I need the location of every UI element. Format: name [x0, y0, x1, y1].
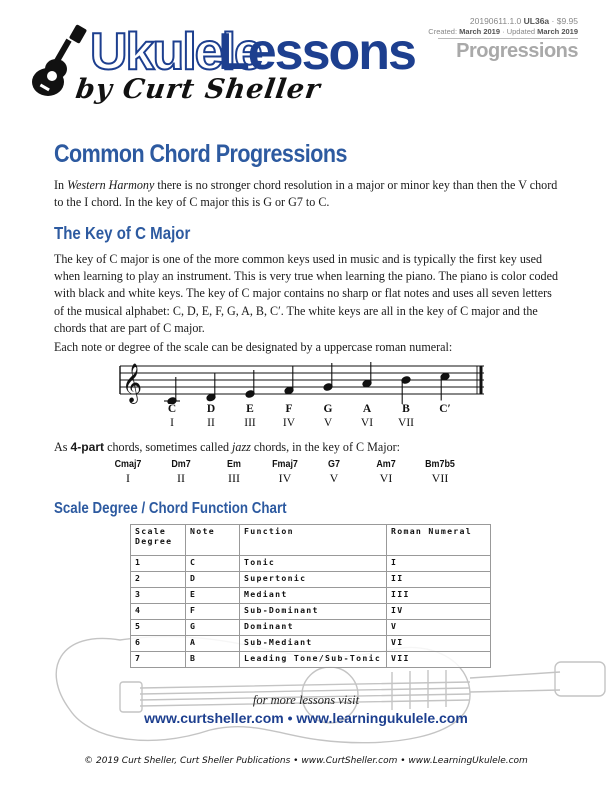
note-letter: G: [323, 403, 333, 415]
table-cell: D: [186, 572, 240, 588]
curtsheller-link[interactable]: www.curtsheller.com: [144, 710, 284, 726]
table-cell: 7: [131, 652, 186, 668]
table-cell: III: [387, 588, 491, 604]
table-row: [131, 572, 491, 588]
link-separator: •: [287, 710, 293, 726]
chord-numeral: VI: [379, 471, 393, 485]
table-cell: VI: [387, 636, 491, 652]
staff-note-label: [347, 402, 387, 430]
chord-numeral: IV: [278, 471, 292, 485]
chord-numeral: II: [177, 471, 185, 485]
table-cell: E: [186, 588, 240, 604]
chord-name: Bm7b5: [425, 458, 455, 470]
section-tag: Progressions: [456, 40, 578, 62]
table-cell: Sub-Dominant: [240, 604, 387, 620]
chord-name: G7: [328, 458, 340, 470]
note-letter: C: [167, 403, 177, 415]
learningukulele-link[interactable]: www.learningukulele.com: [296, 710, 468, 726]
page-title: Common Chord Progressions: [54, 140, 347, 168]
staff-note-label: [269, 402, 309, 430]
column-header: Note: [186, 525, 240, 556]
staff-note-label: [152, 402, 192, 430]
table-cell: 5: [131, 620, 186, 636]
chart-heading: Scale Degree / Chord Function Chart: [54, 500, 287, 517]
column-header: Function: [240, 525, 387, 556]
table-cell: 2: [131, 572, 186, 588]
document-code: 20190611.1.0 UL36a · $9.95: [469, 16, 578, 26]
table-row: [131, 604, 491, 620]
table-row: [131, 652, 491, 668]
function-chart-table: [130, 524, 491, 668]
chord-item: [410, 457, 470, 485]
column-header: Roman Numeral: [387, 525, 491, 556]
chord-name: Em: [227, 458, 241, 470]
table-cell: F: [186, 604, 240, 620]
logo-lessons-word: Lessons: [218, 23, 415, 81]
staff-note-label: [425, 402, 465, 416]
table-cell: B: [186, 652, 240, 668]
table-cell: C: [186, 556, 240, 572]
note-numeral: V: [323, 417, 333, 429]
table-row: [131, 556, 491, 572]
table-cell: A: [186, 636, 240, 652]
note-letter: F: [285, 403, 293, 415]
table-cell: VII: [387, 652, 491, 668]
music-staff: [116, 362, 486, 404]
visit-text: for more lessons visit: [252, 693, 360, 707]
key-paragraph: The key of C major is one of the more common keys used in music and is typically the first key used when learning to play an instrument. This is very true when learning the piano. The piano is color coded with black and white keys. The key of C major contains no sharp or flat notes and uses all seven letters of the musical alphabet: C, D, E, F, G, A, B, C′. The white keys are all in the key of C major and the chords that are part of C major.: [54, 252, 559, 335]
chord-item: [151, 457, 211, 485]
chord-numeral: III: [228, 471, 240, 485]
table-cell: Tonic: [240, 556, 387, 572]
key-heading: The Key of C Major: [54, 223, 191, 243]
note-letter: B: [402, 403, 410, 415]
table-row: [131, 588, 491, 604]
staff-note-label: [230, 402, 270, 430]
note-letter: A: [362, 403, 372, 415]
table-row: [131, 636, 491, 652]
table-cell: Dominant: [240, 620, 387, 636]
note-letter: E: [246, 403, 254, 415]
note-letter: D: [206, 403, 216, 415]
table-cell: 4: [131, 604, 186, 620]
footer-links: [0, 710, 612, 726]
chord-item: [356, 457, 416, 485]
table-cell: Leading Tone/Sub-Tonic: [240, 652, 387, 668]
note-numeral: IV: [282, 417, 296, 429]
table-header-row: [131, 525, 491, 556]
note-numeral: I: [170, 417, 174, 429]
table-cell: IV: [387, 604, 491, 620]
four-part-sentence: As 4-part chords, sometimes called jazz chords, in the key of C Major:: [54, 440, 401, 454]
chord-row: [0, 457, 612, 487]
copyright-line: © 2019 Curt Sheller, Curt Sheller Publications • www.CurtSheller.com • www.LearningUkulele.com: [84, 756, 528, 766]
table-cell: 6: [131, 636, 186, 652]
table-cell: 3: [131, 588, 186, 604]
table-cell: Supertonic: [240, 572, 387, 588]
table-cell: II: [387, 572, 491, 588]
note-numeral: II: [207, 417, 215, 429]
chord-numeral: VII: [431, 471, 449, 485]
table-cell: G: [186, 620, 240, 636]
chord-item: [304, 457, 364, 485]
chord-name: Fmaj7: [272, 458, 298, 470]
note-numeral: VI: [360, 417, 374, 429]
chord-numeral: I: [126, 471, 130, 485]
header-rule: [438, 38, 578, 39]
degree-sentence: Each note or degree of the scale can be designated by a uppercase roman numeral:: [54, 340, 453, 354]
table-row: [131, 620, 491, 636]
column-header: Scale Degree: [131, 525, 186, 556]
chord-name: Cmaj7: [114, 458, 142, 470]
chord-name: Am7: [376, 458, 396, 470]
document-dates: Created: March 2019 · Updated March 2019: [428, 27, 578, 36]
chord-name: Dm7: [171, 458, 191, 470]
staff-note-label: [191, 402, 231, 430]
treble-clef-icon: 𝄞: [122, 363, 143, 403]
staff-note-label: [386, 402, 426, 430]
chord-numeral: V: [329, 471, 339, 485]
table-cell: Mediant: [240, 588, 387, 604]
logo-ukulele-word: Ukulele: [90, 23, 261, 81]
intro-paragraph: In Western Harmony there is no stronger chord resolution in a major or minor key than then the V chord to the I chord. In the key of C major this is G or G7 to C.: [54, 178, 558, 210]
note-numeral: III: [244, 417, 256, 429]
note-numeral: VII: [398, 417, 414, 429]
chord-item: [98, 457, 158, 485]
logo-byline: by Curt Sheller: [73, 74, 323, 105]
table-cell: Sub-Mediant: [240, 636, 387, 652]
staff-note-label: [308, 402, 348, 430]
table-cell: V: [387, 620, 491, 636]
table-cell: I: [387, 556, 491, 572]
staff-labels: [0, 402, 612, 432]
table-cell: 1: [131, 556, 186, 572]
note-letter: C′: [439, 403, 451, 415]
